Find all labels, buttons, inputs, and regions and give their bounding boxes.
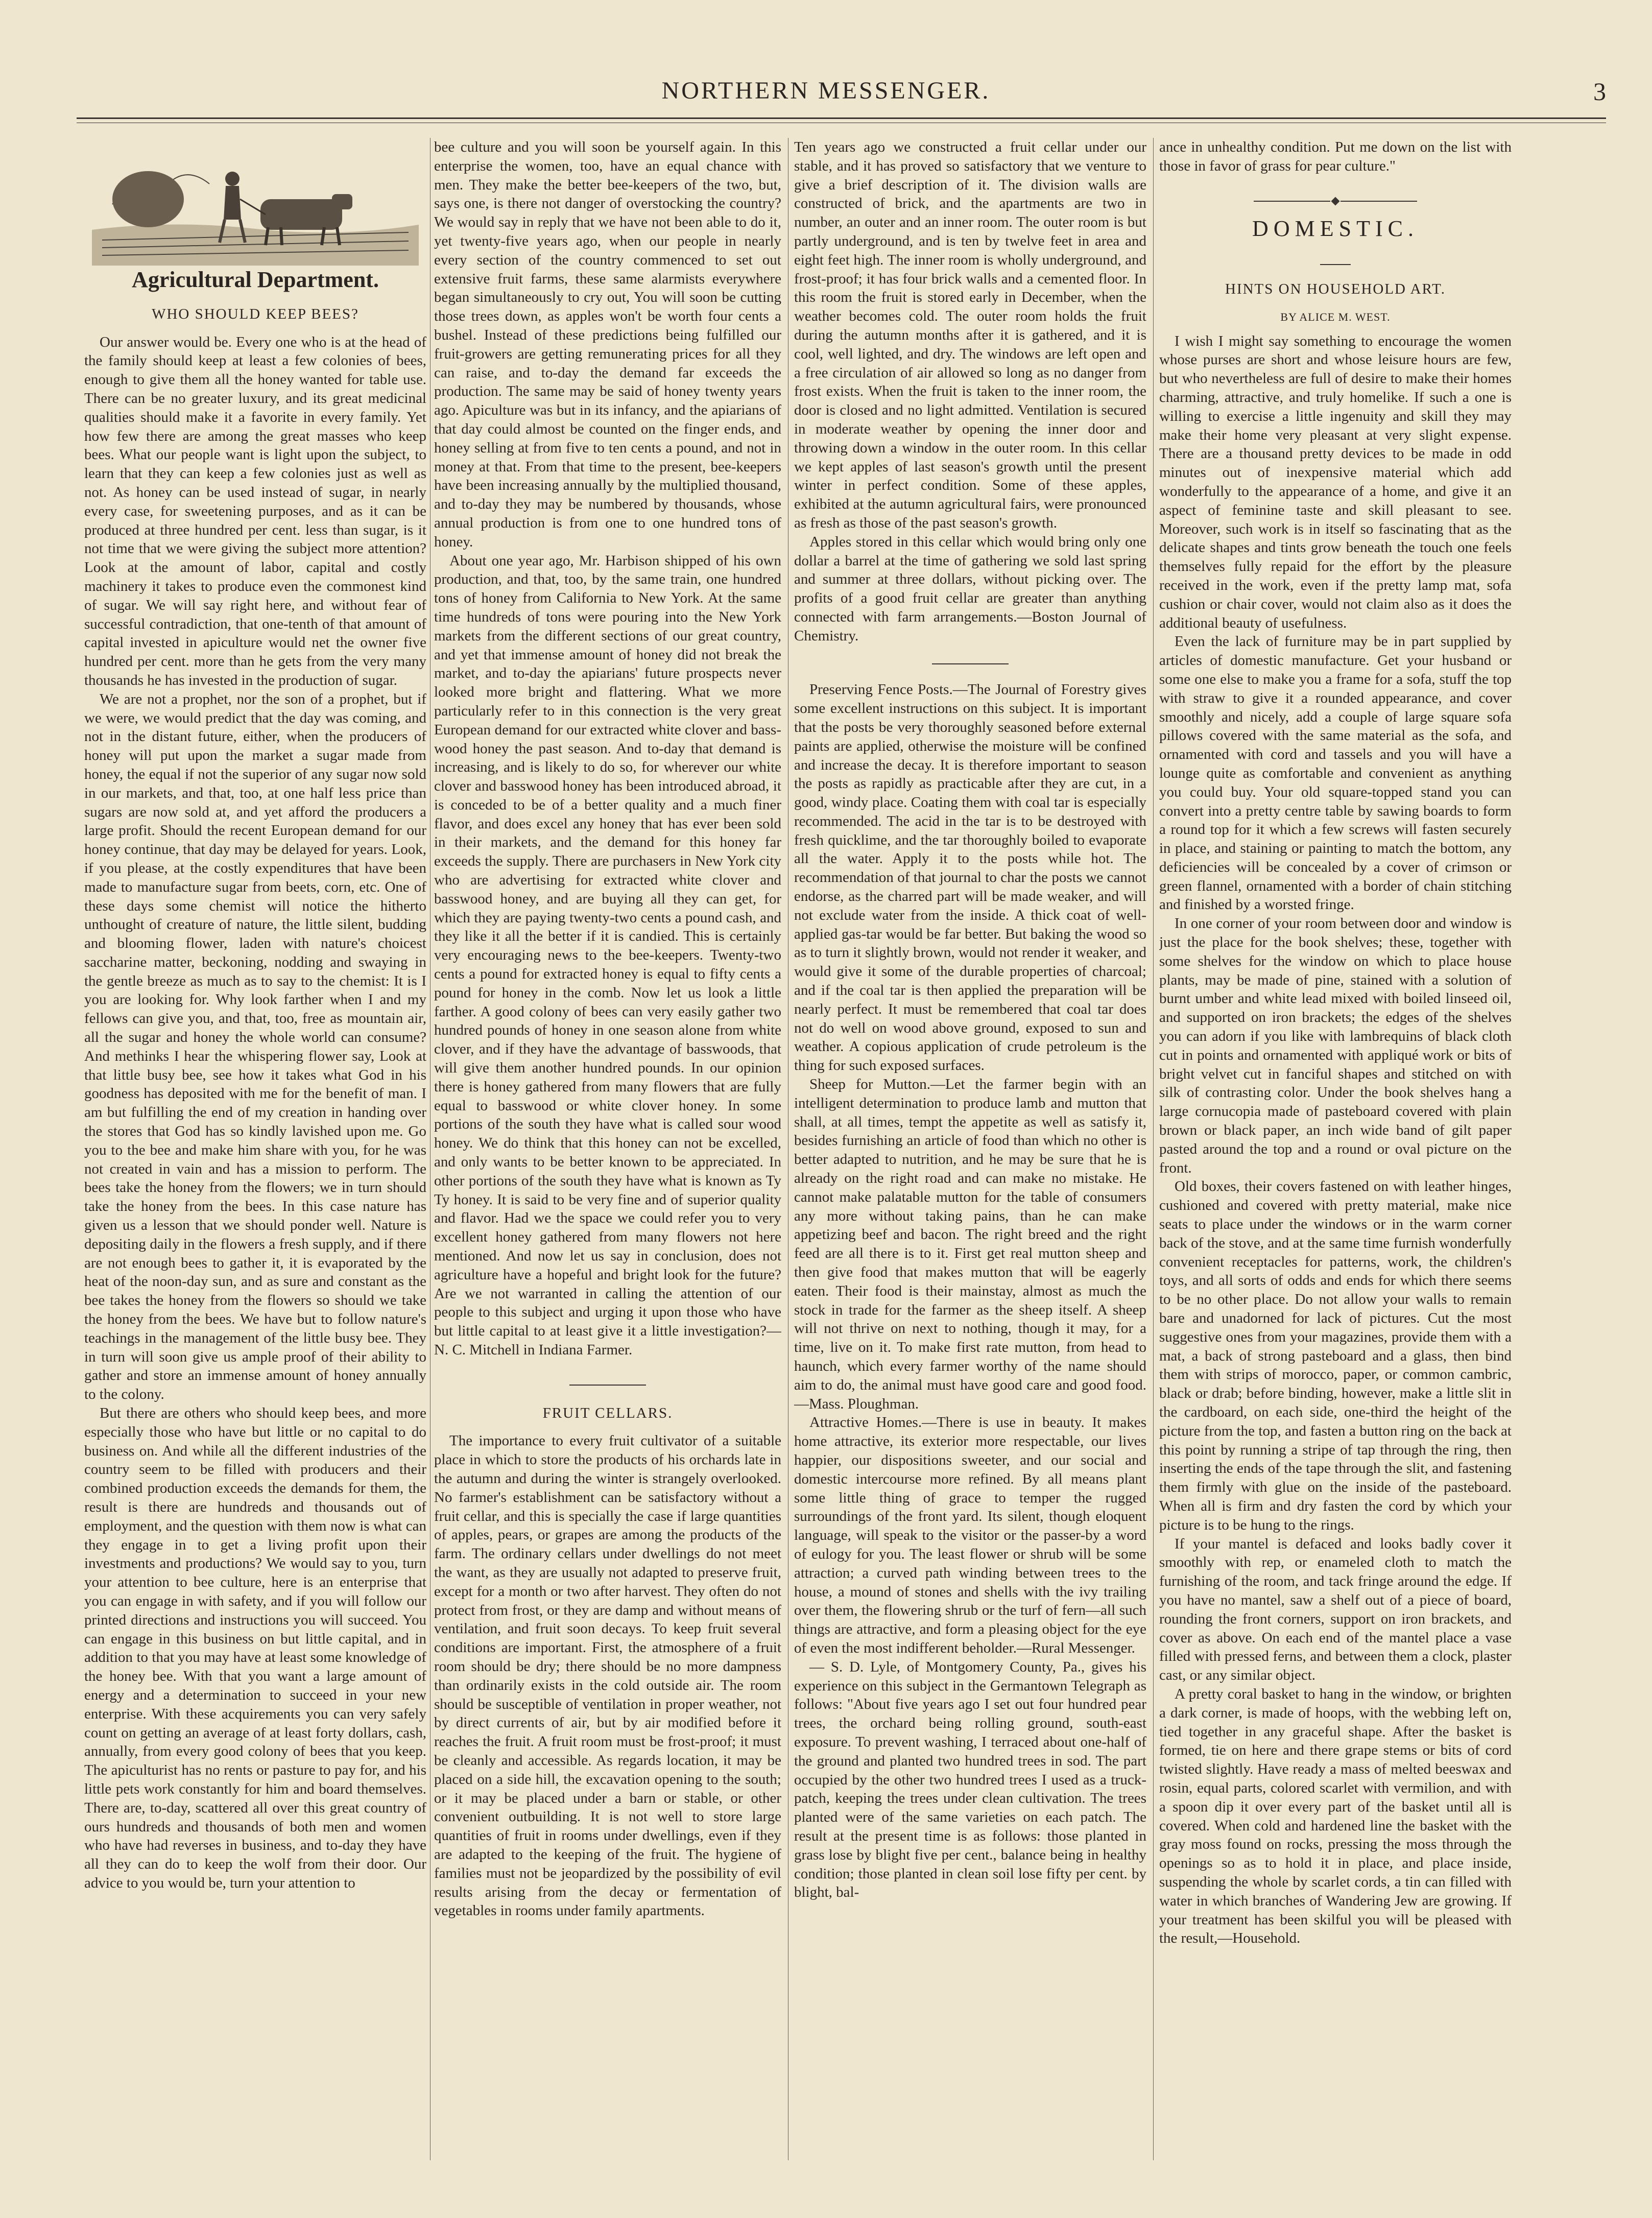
- article-paragraph: I wish I might say something to encourage the women whose purses are short and whose leisure hours are few, but who nevertheless are full of desire to make their homes charming, attractive, and truly homelike. If such a one is willing to exercise a little ingenuity and skill they may make their home very pleasant at very slight expense. There are a thousand pretty devices to be made in odd minutes out of inexpensive material which add wonderfully to the appearance of a home, and give it an aspect of feminine taste and skill pleasant to see. Moreover, such work is in itself so fascinating that as the delicate shapes and tints grow beneath the touch one feels themselves fully repaid for the effort by the pleasure received in the work, even if the pretty lamp mat, sofa cushion or chair cover, would not claim also as it does the additional beauty of usefulness.: [1159, 332, 1512, 631]
- section-ornament: [1159, 191, 1512, 210]
- article-paragraph: ance in unhealthy condition. Put me down on the list with those in favor of grass for pear culture.": [1159, 139, 1512, 174]
- article-paragraph: Attractive Homes.—There is use in beauty. It makes home attractive, its exterior more respectable, our lives happier, our dispositions sweeter, and our social and domestic intercourse more refined. By all means plant some little thing of grace to temper the rugged surroundings of the front yard. Its silent, though eloquent language, will speak to the visitor or the passer-by a word of eulogy for you. The least flower or shrub will be some attraction; a curved path winding between trees to the house, a mound of stones and shells with the ivy trailing over them, the flowering shrub or the turf of fern—all such things are attractive, and form a pleasing object for the eye of even the most indifferent beholder.—Rural Messenger.: [794, 1414, 1146, 1656]
- article-paragraph: Ten years ago we constructed a fruit cellar under our stable, and it has proved so satisfactory that we venture to give a brief description of it. The division walls are constructed of brick, and the apartments are two in number, an outer and an inner room. The outer room is but partly underground, and is ten by twelve feet in area and eight feet high. The inner room is wholly underground, and frost-proof; it has four brick walls and a cemented floor. In this room the fruit is stored early in December, when the weather becomes cold. The outer room holds the fruit during the autumn months after it is gathered, and it is cool, well lighted, and dry. The windows are left open and a free circulation of air allowed so long as no danger from frost exists. When the fruit is taken to the inner room, the door is closed and no light admitted. Ventilation is secured in moderate weather by opening the inner door and throwing down a window in the outer room. In this cellar we kept apples of last season's growth until the present winter in perfect condition. Some of these apples, exhibited at the autumn agricultural fairs, were pronounced as fresh as those of the past season's growth.: [794, 139, 1146, 531]
- byline: BY ALICE M. WEST.: [1280, 310, 1391, 323]
- section-ornament: [434, 1375, 781, 1394]
- article-heading-bees: WHO SHOULD KEEP BEES?: [152, 305, 359, 322]
- article-heading-fruit-cellars: FRUIT CELLARS.: [542, 1404, 673, 1421]
- article-paragraph: Our answer would be. Every one who is at the head of the family should keep at least a few colonies of bees, enough to give them all the honey wanted for table use. There can be no greater luxury, and its great medicinal qualities should make it a favorite in every family. Yet how few there are among the great masses who keep bees. What our people want is light upon the subject, to learn that they can keep a few colonies just as well as not. As honey can be used instead of sugar, in nearly every case, for sweetening purposes, and as it can be produced at three hundred per cent. less than sugar, is it not time that we were giving the subject more attention? Look at the amount of labor, capital and costly machinery it takes to produce even the commonest kind of sugar. We will say right here, and without fear of successful contradiction, that one-tenth of that amount of capital invested in apiculture would net the owner five hundred per cent. more than he gets from the very many thousands he has invested in the production of sugar.: [84, 333, 426, 688]
- article-paragraph: Preserving Fence Posts.—The Journal of Forestry gives some excellent instructions on this subject. It is important that the posts be very thoroughly seasoned before external paints are applied, otherwise the moisture will be confined and increase the decay. It is therefore important to season the posts as rapidly as practicable after they are cut, in a good, windy place. Coating them with coal tar is especially recommended. The acid in the tar is to be destroyed with fresh quicklime, and the tar thoroughly boiled to evaporate all the water. Apply it to the posts while hot. The recommendation of that journal to char the posts we cannot endorse, as the charred part will be made weaker, and will not exclude water from the inside. A thick coat of well-applied gas-tar would be far better. But baking the wood so as to turn it slightly brown, would not render it weaker, and would give it some of the durable properties of charcoal; and if the coal tar is then applied the preparation will be nearly perfect. It must be remembered that coal tar does not do well on wood above ground, exposed to sun and weather. A copious application of crude petroleum is the thing for such exposed surfaces.: [794, 681, 1146, 1074]
- farmer-plowing-engraving: [92, 143, 419, 266]
- article-paragraph: About one year ago, Mr. Harbison shipped of his own production, and that, too, by the same train, one hundred tons of honey from California to New York. At the same time hundreds of tons were pouring into the New York markets from the different sections of our great country, and yet that immense amount of honey did not break the market, and to-day the apiarians' future prospects never looked more bright and flattering. What we more particularly refer to in this connection is the very great European demand for our extracted white clover and bass-wood honey the past season. And to-day that demand is increasing, and is likely to do so, for wherever our white clover and basswood honey has been introduced abroad, it is conceded to be of a better quality and a much finer flavor, and does excel any honey that has ever been sold in their markets, and the demand for this honey far exceeds the supply. There are purchasers in New York city who are advertising for extracted white clover and basswood honey, and are buying all they can get, for which they are paying twenty-two cents a pound cash, and they like it all the better if it is candied. This is certainly very encouraging news to the bee-keepers. Twenty-two cents a pound for extracted honey is equal to fifty cents a pound for honey in the comb. Now let us look a little farther. A good colony of bees can very easily gather two hundred pounds of honey in one season alone from white clover, and if they have the advantage of basswoods, that will give them another hundred pounds. In our opinion there is honey gathered from many flowers that are fully equal to basswood or white clover honey. In some portions of the south they have what is called sour wood honey. We do think that this honey can not be excelled, and only wants to be better known to be appreciated. In other portions of the south they have what is known as Ty Ty honey. It is said to be very fine and of superior quality and flavor. Had we the space we could refer you to very excellent honey gathered from many flowers not here mentioned. And now let us say in conclusion, does not agriculture have a hopeful and bright look for the future? Are we not warranted in calling the attention of our people to this subject and urging it upon those who have but little capital to at least give it a little investigation?—N. C. Mitchell in Indiana Farmer.: [434, 552, 781, 1358]
- article-heading-household-art: HINTS ON HOUSEHOLD ART.: [1225, 280, 1446, 297]
- column-domestic: [1159, 138, 1512, 2171]
- article-paragraph: The importance to every fruit cultivator of a suitable place in which to store the products of his orchards late in the autumn and during the winter is strangely overlooked. No farmer's establishment can be satisfactory without a fruit cellar, and this is specially the case if large quantities of apples, pears, or grapes are among the products of the farm. The ordinary cellars under dwellings do not meet the want, as they are usually not adapted to preserve fruit, except for a month or two after harvest. They often do not protect from frost, or they are damp and without means of ventilation, and fruit soon decays. To keep fruit several conditions are important. First, the atmosphere of a fruit room should be dry; there should be no more dampness than ordinarily exists in the cold outside air. The room should be susceptible of ventilation in proper weather, not by direct currents of air, but by air modified before it reaches the fruit. A fruit room must be frost-proof; it must be cleanly and accessible. As regards location, it may be placed on a side hill, the excavation opening to the south; or it may be placed under a barn or stable, or other convenient outbuilding. It is not well to store large quantities of fruit in rooms under dwellings, even if they are adapted to the keeping of the fruit. The hygiene of families must not be jeopardized by the possibility of evil results arising from the decay or fermentation of vegetables in rooms under family apartments.: [434, 1433, 781, 1919]
- article-paragraph: — S. D. Lyle, of Montgomery County, Pa., gives his experience on this subject in the Germantown Telegraph as follows: "About five years ago I set out four hundred pear trees, the orchard being rolling ground, south-east exposure. To prevent washing, I terraced about one-half of the ground and planted two hundred trees in sod. The part occupied by the other two hundred trees I used as a truck-patch, keeping the trees under clean cultivation. The trees planted were of the same varieties on each patch. The result at the present time is as follows: those planted in grass lose by blight five per cent., balance being in healthy condition; those planted in clean soil lose fifty per cent. by blight, bal-: [794, 1658, 1146, 1901]
- header-rule: [77, 117, 1606, 119]
- article-paragraph: In one corner of your room between door and window is just the place for the book shelves; these, together with some shelves for the window on which to place house plants, may be made of pine, stained with a solution of burnt umber and white lead mixed with boiled linseed oil, and supported on iron brackets; the edges of the shelves you can adorn if you like with lambrequins of black cloth cut in points and ornamented with appliqué work or bits of bright velvet cut in fanciful shapes and stitched on with silk of contrasting color. Under the book shelves hang a large cornucopia made of pasteboard covered with plain brown or black paper, an inch wide band of gilt paper pasted around the top and a round or oval picture on the front.: [1159, 915, 1512, 1176]
- masthead: NORTHERN MESSENGER.: [661, 77, 991, 104]
- article-paragraph: If your mantel is defaced and looks badly cover it smoothly with rep, or enameled cloth to match the furnishing of the room, and tack fringe around the edge. If you have no mantel, saw a shelf out of a piece of board, rounding the front corners, support on iron brackets, and cover as above. On each end of the mantel place a vase filled with pressed ferns, and between them a clock, plaster cast, or any similar object.: [1159, 1535, 1512, 1684]
- article-paragraph: We are not a prophet, nor the son of a prophet, but if we were, we would predict that the day was coming, and not in the distant future, either, when the producers of honey will put upon the market a sugar made from honey, the equal if not the superior of any sugar now sold in our markets, and that, too, at one half less price than sugars are now sold at, and yet afford the producers a large profit. Should the recent European demand for our honey continue, that day may be delayed for years. Look, if you please, at the costly expenditures that have been made to manufacture sugar from beets, corn, etc. One of these days some chemist will notice the hitherto unthought of creature of nature, the little silent, budding and blooming flower, laden with nature's choicest saccharine matter, beckoning, nodding and swaying in the gentle breeze as much as to say to the chemist: It is I you are looking for. Why look farther when I and my fellows can give you, and that, too, free as mountain air, all the sugar and honey the whole world can consume? And methinks I hear the whispering flower say, Look at that little busy bee, see how it takes what God in his goodness has deposited with me for the benefit of man. I am but fulfilling the end of my creation in handing over the stores that God has so kindly lavished upon me. Go you to the bee and make him share with you, for he was not created in vain and has a mission to perform. The bees take the honey from the flowers; we in turn should take the honey from the bees. In this case nature has given us a lesson that we should ponder well. Nature is depositing daily in the flowers a fresh supply, and if there are not enough bees to gather it, it is evaporated by the heat of the noon-day sun, and as sure and constant as the bee takes the honey from the flowers so should we take the honey from the bees. We have but to follow nature's teachings in the management of the little busy bee. They in turn will soon give us ample proof of their ability to gather and store an immense amount of honey annually to the colony.: [84, 690, 426, 1403]
- article-paragraph: Even the lack of furniture may be in part supplied by articles of domestic manufacture. Get your husband or some one else to make you a frame for a sofa, stuff the top with straw to give it a rounded appearance, and cover smoothly and nicely, add a couple of large square sofa pillows covered with the same material as the sofa, and ornamented with cord and tassels and you will have a lounge quite as comfortable and convenient as anything you could buy. Your old square-topped stand you can convert into a pretty centre table by sawing boards to form a round top for it which a few screws will fasten securely in place, and staining or painting to match the bottom, any deficiencies will be concealed by a cover of crimson or green flannel, ornamented with a border of chain stitching and finished by a worsted fringe.: [1159, 633, 1512, 913]
- column-three: [794, 138, 1146, 2171]
- article-paragraph: A pretty coral basket to hang in the window, or brighten a dark corner, is made of hoops, with the webbing left on, tied together in any graceful shape. After the basket is formed, tie on here and there grape stems or bits of cord twisted slightly. Have ready a mass of melted beeswax and rosin, equal parts, colored scarlet with vermilion, and with a spoon dip it over every part of the basket until all is covered. When cold and hardened line the basket with the gray moss found on rocks, pressing the moss through the openings so as to hold it in place, and place inside, suspending the whole by scarlet cords, a tin can filled with water in which branches of Wandering Jew are growing. If your treatment has been skilful you will be pleased with the result,—Household.: [1159, 1685, 1512, 1947]
- column-agricultural: [84, 138, 426, 2171]
- section-title-domestic: DOMESTIC.: [1252, 216, 1419, 242]
- article-paragraph: Sheep for Mutton.—Let the farmer begin with an intelligent determination to produce lamb and mutton that shall, at all times, tempt the appetite as well as satisfy it, besides furnishing an article of food than which no other is better adapted to nutrition, and he may be sure that he is already on the right road and can make no mistake. He cannot make palatable mutton for the table of consumers any more without taking pains, than he can make appetizing beef and bacon. The right breed and the right feed are all there is to it. First get real mutton sheep and then give food that makes mutton that will be eagerly eaten. Their food is their mainstay, almost as much the stock in trade for the farmer as the sheep itself. A sheep will not thrive on next to nothing, though it may, for a time, live on it. To make first rate mutton, from head to haunch, which every farmer worthy of the name should aim to do, the animal must have good care and good food.—Mass. Ploughman.: [794, 1076, 1146, 1412]
- article-paragraph: But there are others who should keep bees, and more especially those who have but little or no capital to do business on. And while all the different industries of the country seem to be filled with producers and their combined production exceeds the demands for them, the result is there are hundreds and thousands out of employment, and the question with them now is what can they engage in to get a living profit upon their investments and productions? We would say to you, turn your attention to bee culture, here is an enterprise that you can engage in with safety, and if you will follow our printed directions and instructions you will succeed. You can engage in this business on but little capital, and in addition to that you may have at least some knowledge of the honey bee. With that you want a large amount of energy and a determination to succeed in your new enterprise. With these acquirements you can very safely count on getting an average of at least forty dollars, cash, annually, from every good colony of bees that you keep. The apiculturist has no rents or pasture to pay for, and his little pets work constantly for him and board themselves. There are, to-day, scattered all over this great country of ours hundreds and thousands of both men and women who have had reverses in business, and to-day they have all they can do to keep the wolf from their door. Our advice to you would be, turn your attention to: [84, 1405, 426, 1891]
- column-divider: [1153, 138, 1154, 2160]
- page-number: 3: [1593, 77, 1606, 106]
- article-paragraph: Old boxes, their covers fastened on with leather hinges, cushioned and covered with pretty material, make nice seats to place under the windows or in the warm corner back of the stove, and at the same time furnish wonderfully convenient receptacles for patterns, work, the children's toys, and all sorts of odds and ends for which there seems to be no other place. Do not allow your walls to remain bare and unadorned for lack of pictures. Cut the most suggestive ones from your magazines, provide them with a mat, a back of strong pasteboard and a glass, then bind them with strips of morocco, paper, or common cambric, black or drab; before binding, however, make a little slit in the cardboard, on each side, one-third the height of the picture from the top, and fasten a button ring on the back at this point by running a stripe of tap through the ring, then inserting the ends of the tape through the slit, and fastening them firmly with glue on the inside of the pasteboard. When all is firm and dry fasten the cord by which your picture is to be hung to the rings.: [1159, 1178, 1512, 1533]
- section-ornament-small: [1159, 254, 1512, 273]
- section-ornament: [794, 654, 1146, 673]
- department-title: Agricultural Department.: [132, 267, 379, 292]
- article-paragraph: Apples stored in this cellar which would bring only one dollar a barrel at the time of gathering we sold last spring and summer at three dollars, without picking over. The profits of a good fruit cellar are greater than anything connected with farm arrangements.—Boston Journal of Chemistry.: [794, 533, 1146, 644]
- page-header: [0, 0, 1652, 143]
- column-two: [434, 138, 781, 2171]
- article-paragraph: bee culture and you will soon be yourself again. In this enterprise the women, too, have an equal chance with men. They make the better bee-keepers of the two, but, says one, is there not danger of overstocking the country? We would say in reply that we have not been able to do it, yet twenty-five years ago, when our people in nearly every section of the country commenced to set out extensive fruit farms, these same alarmists everywhere began simultaneously to cry out, You will soon be cutting those trees down, as apples won't be worth four cents a bushel. Instead of these predictions being fulfilled our fruit-growers are getting remunerating prices for all they can raise, and to-day the demand far exceeds the production. The same may be said of honey twenty years ago. Apiculture was but in its infancy, and the apiarians of that day could almost be counted on the finger ends, and honey selling at from five to ten cents a pound, and not in money at that. From that time to the present, bee-keepers have been increasing annually by the multiplied thousand, and to-day they may be numbered by thousands, whose annual production is from one to one hundred tons of honey.: [434, 139, 781, 550]
